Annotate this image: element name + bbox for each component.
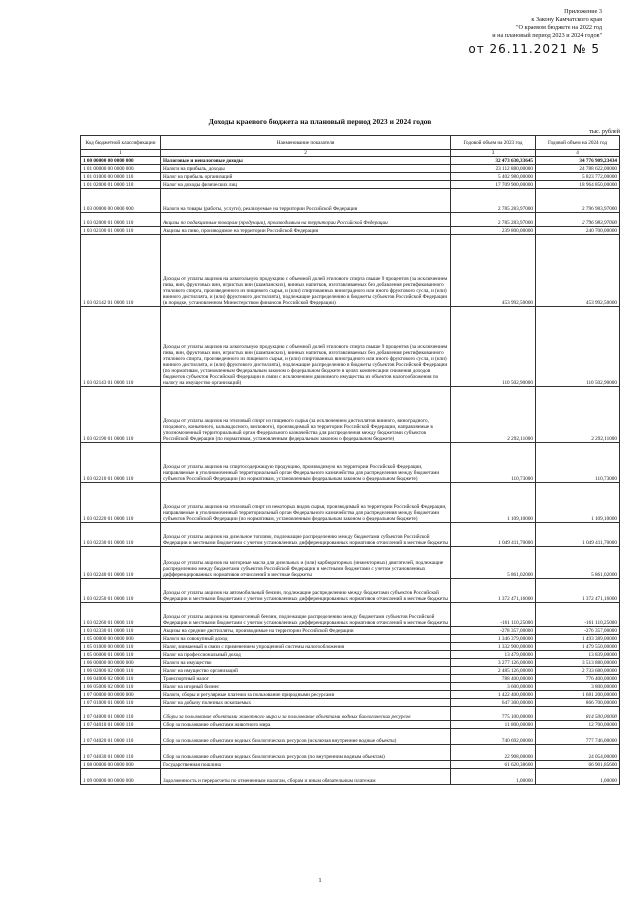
value-2024-cell: 12 700,00000: [536, 721, 620, 729]
code-cell: 1 01 01000 00 0000 110: [81, 173, 161, 181]
name-cell: Акцизы на средние дистилляты, производимые на территории Российской Федерации: [161, 627, 451, 635]
value-2023-cell: 32 473 630,33645: [451, 157, 536, 165]
table-row: [81, 181, 620, 189]
header-name: Наименование показателя: [161, 136, 451, 150]
value-2024-cell: 1 493 389,00000: [536, 635, 620, 643]
value-2024-cell: 1 109,10000: [536, 483, 620, 523]
code-cell: 1 00 00000 00 0000 000: [81, 157, 161, 165]
value-2023-cell: 2 785 283,97000: [451, 189, 536, 213]
table-row: [81, 387, 620, 443]
value-2024-cell: 777 746,00000: [536, 729, 620, 745]
name-cell: Налог на прибыль организаций: [161, 173, 451, 181]
table-row: [81, 579, 620, 603]
table-row: [81, 699, 620, 707]
value-2023-cell: -161 110,25000: [451, 603, 536, 627]
value-2024-cell: 2 796 983,97000: [536, 189, 620, 213]
name-cell: Сбор за пользование объектами водных биологических ресурсов (исключая внутренние водные объекты): [161, 729, 451, 745]
value-2023-cell: 3 277 126,00000: [451, 659, 536, 667]
appendix-label: Приложение 3: [564, 8, 602, 15]
value-2024-cell: -161 110,25000: [536, 603, 620, 627]
page-number: 1: [318, 877, 322, 884]
value-2024-cell: 2 733 680,00000: [536, 667, 620, 675]
value-2023-cell: 1 109,10000: [451, 483, 536, 523]
table-row: [81, 227, 620, 235]
value-2024-cell: 24 054,00000: [536, 745, 620, 761]
code-cell: 1 07 00000 00 0000 000: [81, 691, 161, 699]
value-2023-cell: 17 709 900,00000: [451, 181, 536, 189]
name-cell: Налоги на совокупный доход: [161, 635, 451, 643]
revenue-table: [80, 135, 620, 785]
name-cell: Доходы от уплаты акцизов на алкогольную продукцию с объемной долей этилового спирта свыше 9 процентов (за исключением пива, вин, фруктовых вин, игристых вин (шампанских), винных напитков, изготавливаемых без добавления ректификованного этилового спирта, произведенного из пищевого сырья, и (или) спиртованных виноградного или иного фруктового сусла, и (или) винного дистиллята, и (или) фруктового дистиллята), подлежащие распределению в бюджеты субъектов Российской Федерации (по нормативам, установленным Федеральным законом о федеральном бюджете в целях компенсации снижения доходов бюджетов субъектов Российской Федерации в связи с исключением движимого имущества из объектов налогообложения по налогу на имущество организаций): [161, 307, 451, 387]
table-row: [81, 165, 620, 173]
code-cell: 1 05 01000 00 0000 110: [81, 643, 161, 651]
value-2024-cell: 3 513 880,00000: [536, 659, 620, 667]
code-cell: 1 09 00000 00 0000 000: [81, 769, 161, 785]
table-row: [81, 157, 620, 165]
table-row: [81, 307, 620, 387]
value-2023-cell: 1 422 400,00000: [451, 691, 536, 699]
name-cell: Налог на профессиональный доход: [161, 651, 451, 659]
value-2024-cell: -276 357,00000: [536, 627, 620, 635]
col-number-4: 4: [536, 150, 620, 157]
table-row: [81, 523, 620, 547]
table-row: [81, 443, 620, 483]
value-2023-cell: 1 049 411,70000: [451, 523, 536, 547]
value-2023-cell: 1 372 471,16000: [451, 579, 536, 603]
value-2024-cell: 1 049 411,70000: [536, 523, 620, 547]
value-2024-cell: 814 500,00000: [536, 707, 620, 721]
value-2024-cell: 3 800,00000: [536, 683, 620, 691]
table-row: [81, 483, 620, 523]
law-reference-header: [342, 8, 602, 40]
value-2023-cell: 1 332 900,00000: [451, 643, 536, 651]
table-row: [81, 683, 620, 691]
name-cell: Налоги, сборы и регулярные платежи за пользование природными ресурсами: [161, 691, 451, 699]
header-code: Код бюджетной классификации: [81, 136, 161, 150]
table-row: [81, 659, 620, 667]
code-cell: 1 03 02330 01 0000 110: [81, 627, 161, 635]
value-2024-cell: 13 839,00000: [536, 651, 620, 659]
value-2023-cell: 740 692,00000: [451, 729, 536, 745]
table-row: [81, 603, 620, 627]
name-cell: Задолженность и перерасчеты по отмененным налогам, сборам и иным обязательным платежам: [161, 769, 451, 785]
value-2023-cell: 2 292,11000: [451, 387, 536, 443]
table-row: [81, 189, 620, 213]
header-2023: Годовой объем на 2023 год: [451, 136, 536, 150]
value-2023-cell: 23 112 880,00000: [451, 165, 536, 173]
code-cell: 1 07 04030 01 0000 110: [81, 745, 161, 761]
table-row: [81, 213, 620, 227]
value-2023-cell: 110,73000: [451, 443, 536, 483]
code-cell: 1 01 00000 00 0000 000: [81, 165, 161, 173]
name-cell: Акцизы на пиво, производимое на территории Российской Федерации: [161, 227, 451, 235]
value-2024-cell: 866 700,00000: [536, 699, 620, 707]
table-row: [81, 173, 620, 181]
name-cell: Налог на игорный бизнес: [161, 683, 451, 691]
name-cell: Сбор за пользование объектами водных биологических ресурсов (по внутренним водным объектам): [161, 745, 451, 761]
table-row: [81, 235, 620, 307]
value-2024-cell: 240 700,00000: [536, 227, 620, 235]
name-cell: Сборы за пользование объектами животного мира и за пользование объектами водных биологических ресурсов: [161, 707, 451, 721]
name-cell: Сбор за пользование объектами животного мира: [161, 721, 451, 729]
code-cell: 1 03 00000 00 0000 000: [81, 189, 161, 213]
value-2024-cell: 1,00000: [536, 769, 620, 785]
name-cell: Доходы от уплаты акцизов на спиртосодержащую продукцию, производимую на территории Российской Федерации, направляемые в уполномоченный территориальный орган Федерального казначейства для распределения между бюджетами субъектов Российской Федерации (по нормативам, установленным федеральным законом о федеральном бюджете): [161, 443, 451, 483]
law-title-line: "О краевом бюджете на 2022 год: [516, 24, 602, 31]
code-cell: 1 03 02240 01 0000 110: [81, 547, 161, 579]
table-row: [81, 691, 620, 699]
value-2024-cell: 5 823 772,00000: [536, 173, 620, 181]
value-2024-cell: 5 861,02000: [536, 547, 620, 579]
code-cell: 1 07 04000 01 0000 110: [81, 707, 161, 721]
value-2024-cell: 776 400,00000: [536, 675, 620, 683]
table-body: [81, 157, 620, 785]
name-cell: Доходы от уплаты акцизов на автомобильный бензин, подлежащие распределению между бюджетами субъектов Российской Федерации и местными бюджетами с учетом установленных дифференцированных нормативов отчислений в местные бюджеты: [161, 579, 451, 603]
value-2023-cell: 5 861,02000: [451, 547, 536, 579]
code-cell: 1 03 02230 01 0000 110: [81, 523, 161, 547]
table-row: [81, 769, 620, 785]
name-cell: Налоги на имущество: [161, 659, 451, 667]
name-cell: Доходы от уплаты акцизов на алкогольную продукцию с объемной долей этилового спирта свыше 9 процентов (за исключением пива, вин, фруктовых вин, игристых вин (шампанских), винных напитков, изготавливаемых без добавления ректификованного этилового спирта, произведенного из пищевого сырья, и (или) спиртованных виноградного или иного фруктового сусла, и (или) винного дистиллята, и (или) фруктового дистиллята), подлежащие распределению в бюджеты субъектов Российской Федерации (в порядке, установленном Министерством финансов Российской Федерации): [161, 235, 451, 307]
code-cell: 1 05 06000 01 0000 110: [81, 651, 161, 659]
col-number-2: 2: [161, 150, 451, 157]
table-row: [81, 547, 620, 579]
value-2024-cell: 24 788 622,00000: [536, 165, 620, 173]
code-cell: 1 01 02000 01 0000 110: [81, 181, 161, 189]
code-cell: 1 07 04020 01 0000 110: [81, 729, 161, 745]
value-2023-cell: 1,00000: [451, 769, 536, 785]
code-cell: 1 03 02100 01 0000 110: [81, 227, 161, 235]
law-label: к Закону Камчатского края: [531, 16, 602, 23]
name-cell: Налоговые и неналоговые доходы: [161, 157, 451, 165]
value-2024-cell: 110,73000: [536, 443, 620, 483]
value-2023-cell: 22 908,00000: [451, 745, 536, 761]
name-cell: Налоги на прибыль, доходы: [161, 165, 451, 173]
code-cell: 1 05 00000 00 0000 000: [81, 635, 161, 643]
value-2024-cell: 110 502,90000: [536, 307, 620, 387]
value-2024-cell: 66 901,85600: [536, 761, 620, 769]
value-2024-cell: 1 681 200,00000: [536, 691, 620, 699]
unit-label: тыс. рублей: [589, 128, 620, 135]
name-cell: Налог на доходы физических лиц: [161, 181, 451, 189]
table-row: [81, 667, 620, 675]
value-2023-cell: 5 402 980,00000: [451, 173, 536, 181]
code-cell: 1 06 04000 02 0000 110: [81, 675, 161, 683]
document-title: Доходы краевого бюджета на плановый период 2023 и 2024 годов: [208, 117, 432, 126]
table-row: [81, 761, 620, 769]
name-cell: Налоги на товары (работы, услуги), реализуемые на территории Российской Федерации: [161, 189, 451, 213]
code-cell: 1 03 02210 01 0000 110: [81, 443, 161, 483]
table-row: [81, 627, 620, 635]
name-cell: Доходы от уплаты акцизов на моторные масла для дизельных и (или) карбюраторных (инжекторных) двигателей, подлежащие распределению между бюджетами субъектов Российской Федерации и местными бюджетами с учетом установленных дифференцированных нормативов отчислений в местные бюджеты: [161, 547, 451, 579]
value-2024-cell: 2 292,11000: [536, 387, 620, 443]
value-2024-cell: 1 372 471,16000: [536, 579, 620, 603]
name-cell: Государственная пошлина: [161, 761, 451, 769]
value-2023-cell: 13 479,00000: [451, 651, 536, 659]
value-2024-cell: 18 964 850,00000: [536, 181, 620, 189]
code-cell: 1 08 00000 00 0000 000: [81, 761, 161, 769]
code-cell: 1 03 02260 01 0000 110: [81, 603, 161, 627]
name-cell: Налог на имущество организаций: [161, 667, 451, 675]
value-2023-cell: 11 800,00000: [451, 721, 536, 729]
code-cell: 1 03 02190 01 0000 110: [81, 387, 161, 443]
table-row: [81, 745, 620, 761]
name-cell: Доходы от уплаты акцизов на прямогонный бензин, подлежащие распределению между бюджетами субъектов Российской Федерации и местными бюджетами с учетом установленных дифференцированных нормативов отчислений в местные бюджеты: [161, 603, 451, 627]
code-cell: 1 06 00000 00 0000 000: [81, 659, 161, 667]
name-cell: Транспортный налог: [161, 675, 451, 683]
code-cell: 1 03 02000 01 0000 110: [81, 213, 161, 227]
law-title-line-2: и на плановый период 2023 и 2024 годов": [492, 32, 602, 39]
value-2023-cell: 61 620,38600: [451, 761, 536, 769]
table-row: [81, 643, 620, 651]
value-2023-cell: 788 400,00000: [451, 675, 536, 683]
code-cell: 1 07 04010 01 0000 110: [81, 721, 161, 729]
name-cell: Доходы от уплаты акцизов на дизельное топливо, подлежащие распределению между бюджетами субъектов Российской Федерации и местными бюджетами с учетом установленных дифференцированных нормативов отчислений в местные бюджеты: [161, 523, 451, 547]
value-2024-cell: 1 479 550,00000: [536, 643, 620, 651]
value-2024-cell: 2 796 983,97000: [536, 213, 620, 227]
value-2024-cell: 453 992,50000: [536, 235, 620, 307]
table-row: [81, 635, 620, 643]
table-row: [81, 729, 620, 745]
name-cell: Налог на добычу полезных ископаемых: [161, 699, 451, 707]
value-2023-cell: 110 502,90000: [451, 307, 536, 387]
value-2023-cell: -278 357,00000: [451, 627, 536, 635]
col-number-1: 1: [81, 150, 161, 157]
code-cell: 1 03 02142 01 0000 110: [81, 235, 161, 307]
value-2023-cell: 3 600,00000: [451, 683, 536, 691]
value-2023-cell: 1 346 379,00000: [451, 635, 536, 643]
value-2023-cell: 2 485 126,00000: [451, 667, 536, 675]
code-cell: 1 06 05000 02 0000 110: [81, 683, 161, 691]
code-cell: 1 06 02000 02 0000 110: [81, 667, 161, 675]
header-2024: Годовой объем на 2024 год: [536, 136, 620, 150]
value-2023-cell: 647 300,00000: [451, 699, 536, 707]
table-row: [81, 651, 620, 659]
value-2024-cell: 34 776 909,23434: [536, 157, 620, 165]
law-date-number: от 26.11.2021 № 5: [468, 42, 600, 56]
code-cell: 1 03 02250 01 0000 110: [81, 579, 161, 603]
code-cell: 1 07 01000 01 0000 110: [81, 699, 161, 707]
name-cell: Доходы от уплаты акцизов на этиловый спирт из некоторых видов сырья, производимый на территории Российской Федерации, направляемые в уполномоченный территориальный орган Федерального казначейства для распределения между бюджетами субъектов Российской Федерации (по нормативам, установленным федеральным законом о федеральном бюджете): [161, 483, 451, 523]
table-row: [81, 707, 620, 721]
col-number-3: 3: [451, 150, 536, 157]
value-2023-cell: 2 785 283,97000: [451, 213, 536, 227]
name-cell: Акцизы по подакцизным товарам (продукции), производимым на территории Российской Федерации: [161, 213, 451, 227]
value-2023-cell: 239 800,00000: [451, 227, 536, 235]
code-cell: 1 03 02143 01 0000 110: [81, 307, 161, 387]
value-2023-cell: 775 100,00000: [451, 707, 536, 721]
name-cell: Доходы от уплаты акцизов на этиловый спирт из пищевого сырья (за исключением дистиллятов винного, виноградного, плодового, коньячного, кальвадосного, вискового), производимый на территории Российской Федерации, направляемые в уполномоченный территориальный орган Федерального казначейства для распределения между бюджетами субъектов Российской Федерации (по нормативам, установленным федеральным законом о федеральном бюджете): [161, 387, 451, 443]
table-row: [81, 675, 620, 683]
value-2023-cell: 453 992,50000: [451, 235, 536, 307]
code-cell: 1 03 02220 01 0000 110: [81, 483, 161, 523]
table-row: [81, 721, 620, 729]
name-cell: Налог, взимаемый в связи с применением упрощенной системы налогообложения: [161, 643, 451, 651]
